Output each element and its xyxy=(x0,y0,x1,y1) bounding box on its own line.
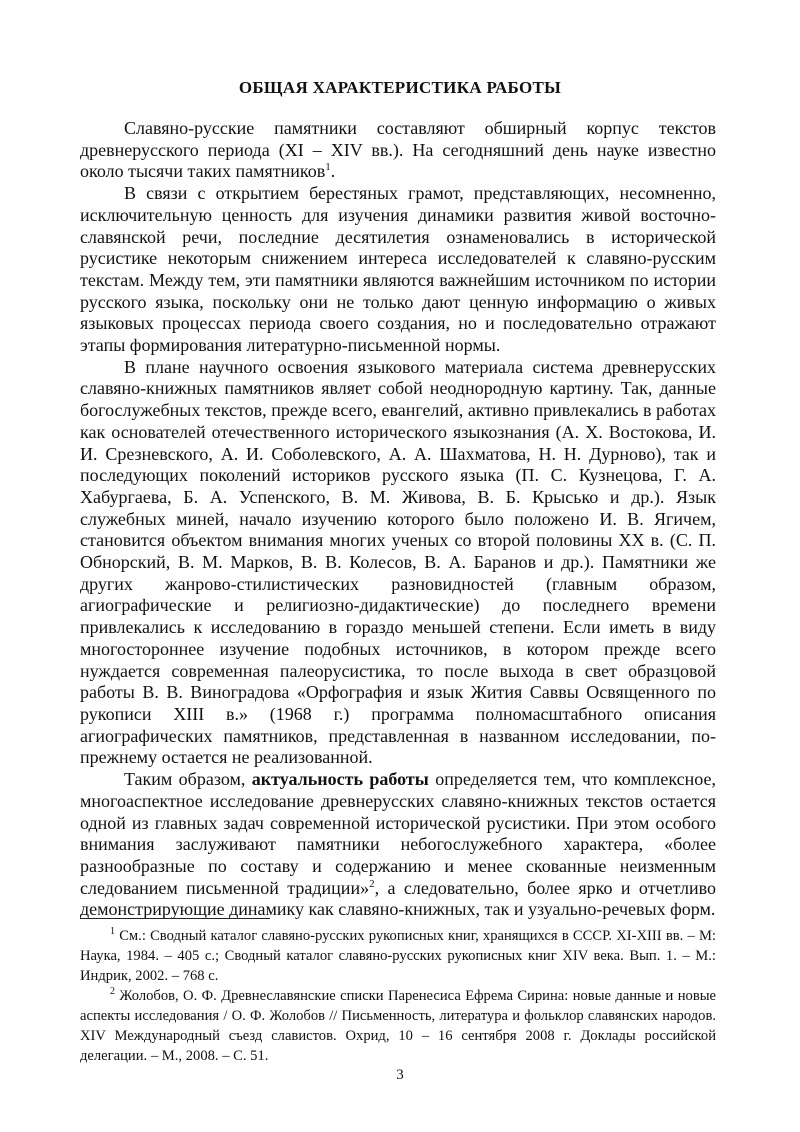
footnote-1-text: См.: Сводный каталог славяно-русских рукописных книг, хранящихся в СССР. XI-XIII вв. – М: Наука, 1984. – 405 с.; Сводный каталог славяно-русских рукописных книг XIV века. Вып. 1. – М.: Индрик, 2002. – 768 с. xyxy=(80,928,716,984)
footnotes xyxy=(80,926,716,1066)
paragraph-1-text: Славяно-русские памятники составляют обширный корпус текстов древнерусского периода (XI – XIV вв.). На сегодняшний день науке известно около тысячи таких памятников xyxy=(80,118,716,182)
footnote-1 xyxy=(80,926,716,986)
footnote-ref-1[interactable]: 1 xyxy=(325,161,331,174)
footnote-2-number: 2 xyxy=(110,986,115,998)
relevance-term: актуальность работы xyxy=(251,769,429,790)
paragraph-1 xyxy=(80,118,716,183)
footnote-2 xyxy=(80,986,716,1066)
footnote-2-text: Жолобов, О. Ф. Древнеславянские списки Паренесиса Ефрема Сирина: новые данные и новые аспекты исследования / О. Ф. Жолобов // Письменность, литература и фольклор славянских народов. XIV Международный съезд славистов. Охрид, 10 – 16 сентября 2008 г. Доклады российской делегации. – М., 2008. – С. 51. xyxy=(80,988,716,1064)
main-text xyxy=(80,118,716,921)
paragraph-1-end: . xyxy=(330,161,336,182)
page-number: 3 xyxy=(396,1067,404,1083)
paragraph-3: В плане научного освоения языкового материала система древнерусских славяно-книжных памятников являет собой неоднородную картину. Так, данные богослужебных текстов, прежде всего, евангелий, активно привлекались в работах как основателей отечественного исторического языкознания (А. Х. Востокова, И. И. Срезневского, А. И. Соболевского, А. А. Шахматова, Н. Н. Дурново), так и последующих поколений историков русского языка (П. С. Кузнецова, Г. А. Хабургаева, Б. А. Успенского, В. М. Живова, В. Б. Крысько и др.). Язык служебных миней, начало изучению которого было положено И. В. Ягичем, становится объектом внимания многих ученых со второй половины XX в. (С. П. Обнорский, В. М. Марков, В. В. Колесов, В. А. Баранов и др.). Памятники же других жанрово-стилистических разновидностей (главным образом, агиографические и религиозно-дидактические) до последнего времени привлекались к исследованию в гораздо меньшей степени. Если иметь в виду многостороннее изучение подобных источников, в котором прежде всего нуждается современная палеорусистика, то после выхода в свет образцовой работы В. В. Виноградова «Орфография и язык Жития Саввы Освященного по рукописи XIII в.» (1968 г.) программа полномасштабного описания агиографических памятников, представленная в названном исследовании, по-прежнему остается не реализованной. xyxy=(80,356,716,768)
footnote-separator xyxy=(80,918,270,919)
paragraph-4 xyxy=(80,769,716,921)
footnote-1-number: 1 xyxy=(110,926,115,938)
footnote-ref-2[interactable]: 2 xyxy=(369,877,375,890)
paragraph-4-end: , а следовательно, более ярко и отчетливо демонстрирующие динамику как славяно-книжных, так и узуально-речевых форм. xyxy=(80,877,716,920)
paragraph-4-text: определяется тем, что комплексное, многоаспектное исследование древнерусских славяно-книжных текстов остается одной из главных задач современной исторической русистики. При этом особого внимания заслуживают памятники небогослужебного характера, «более разнообразные по составу и содержанию и менее скованные неизменным следованием письменной традиции» xyxy=(80,769,716,898)
page-title: ОБЩАЯ ХАРАКТЕРИСТИКА РАБОТЫ xyxy=(238,78,562,97)
paragraph-2: В связи с открытием берестяных грамот, представляющих, несомненно, исключительную ценность для изучения динамики развития живой восточно-славянской речи, последние десятилетия ознаменовались в исторической русистике некоторым снижением интереса исследователей к славяно-русским текстам. Между тем, эти памятники являются важнейшим источником по истории русского языка, поскольку они не только дают ценную информацию о живых языковых процессах периода своего создания, но и последовательно отражают этапы формирования литературно-письменной нормы. xyxy=(80,183,716,356)
paragraph-4-lead: Таким образом, xyxy=(124,769,252,790)
